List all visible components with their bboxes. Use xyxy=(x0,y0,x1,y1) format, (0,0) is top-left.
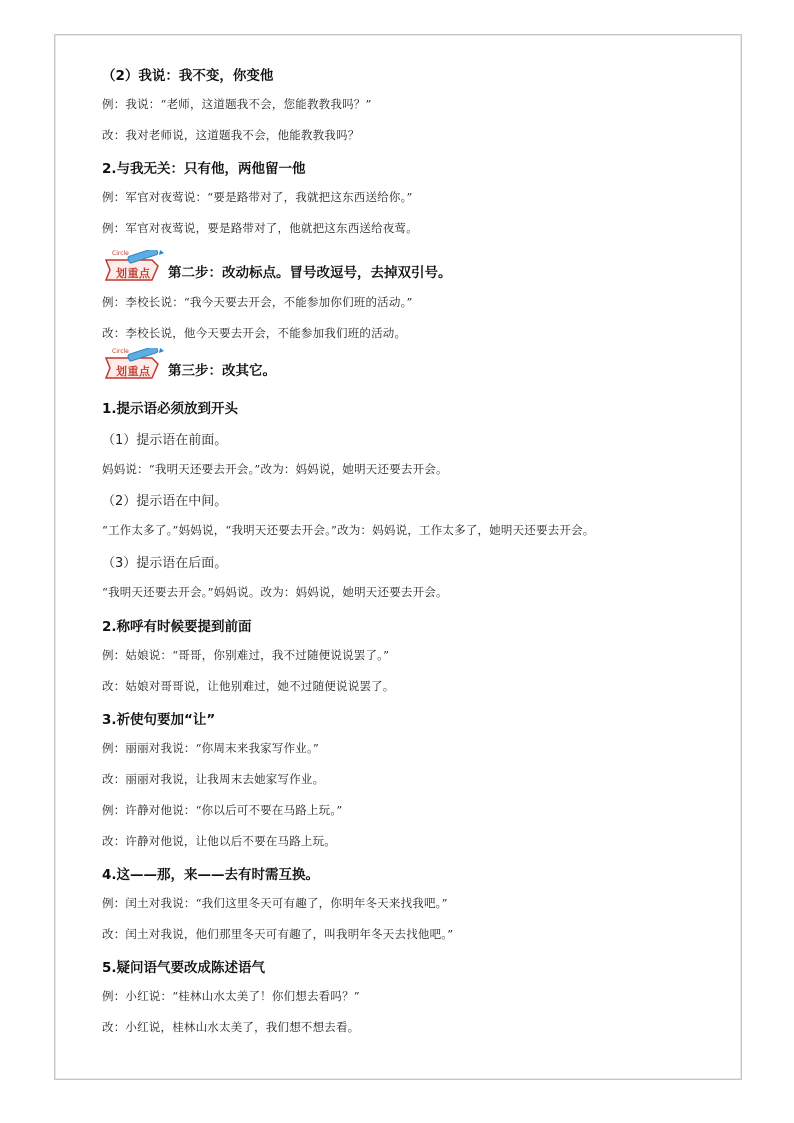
example-line: 改：小红说，桂林山水太美了，我们想不想去看。 xyxy=(102,1020,360,1034)
example-line: 例：姑娘说：“哥哥，你别难过，我不过随便说说罢了。” xyxy=(102,648,390,662)
section-heading: 3.祈使句要加“让” xyxy=(102,712,216,728)
example-line: 例：我说：“老师，这道题我不会，您能教教我吗？” xyxy=(102,97,372,111)
badge-small-note: Circle xyxy=(112,348,129,355)
section-heading: 1.提示语必须放到开头 xyxy=(102,401,239,417)
example-line: 例：军官对夜莺说，要是路带对了，他就把这东西送给夜莺。 xyxy=(102,221,418,235)
subheading: （1）提示语在前面。 xyxy=(102,433,228,448)
badge-label: 划重点 xyxy=(116,365,151,378)
example-line: “我明天还要去开会。”妈妈说。改为：妈妈说，她明天还要去开会。 xyxy=(102,585,448,599)
section-heading: 2.与我无关：只有他，两他留一他 xyxy=(102,161,306,177)
example-line: 改：姑娘对哥哥说，让他别难过，她不过随便说说罢了。 xyxy=(102,679,395,693)
example-line: 改：李校长说，他今天要去开会，不能参加我们班的活动。 xyxy=(102,326,407,340)
step-heading: 第二步：改动标点。冒号改逗号，去掉双引号。 xyxy=(168,265,452,281)
example-line: 例：丽丽对我说：“你周末来我家写作业。” xyxy=(102,741,320,755)
example-line: 例：李校长说：“我今天要去开会，不能参加你们班的活动。” xyxy=(102,295,413,309)
example-line: 例：军官对夜莺说：“要是路带对了，我就把这东西送给你。” xyxy=(102,190,413,204)
example-line: 改：我对老师说，这道题我不会，他能教教我吗？ xyxy=(102,128,360,142)
section-heading: 4.这——那，来——去有时需互换。 xyxy=(102,867,320,883)
example-line: 改：许静对他说，让他以后不要在马路上玩。 xyxy=(102,834,336,848)
step-heading: 第三步：改其它。 xyxy=(168,363,276,379)
section-heading: （2）我说：我不变，你变他 xyxy=(102,68,274,84)
example-line: 改：闰土对我说，他们那里冬天可有趣了，叫我明年冬天去找他吧。” xyxy=(102,927,454,941)
example-line: 例：许静对他说：“你以后可不要在马路上玩。” xyxy=(102,803,343,817)
key-point-badge xyxy=(102,348,276,382)
section-heading: 5.疑问语气要改成陈述语气 xyxy=(102,960,266,976)
subheading: （3）提示语在后面。 xyxy=(102,556,228,571)
key-point-badge xyxy=(102,250,452,284)
example-line: 例：小红说：“桂林山水太美了！你们想去看吗？” xyxy=(102,989,360,1003)
example-line: 妈妈说：“我明天还要去开会。”改为：妈妈说，她明天还要去开会。 xyxy=(102,462,448,476)
badge-label: 划重点 xyxy=(116,267,151,280)
section-heading: 2.称呼有时候要提到前面 xyxy=(102,619,252,635)
example-line: “工作太多了。”妈妈说，“我明天还要去开会。”改为：妈妈说，工作太多了，她明天还要去开会。 xyxy=(102,523,595,537)
example-line: 例：闰土对我说：“我们这里冬天可有趣了，你明年冬天来找我吧。” xyxy=(102,896,448,910)
example-line: 改：丽丽对我说，让我周末去她家写作业。 xyxy=(102,772,325,786)
badge-small-note: Circle xyxy=(112,250,129,257)
subheading: （2）提示语在中间。 xyxy=(102,494,228,509)
